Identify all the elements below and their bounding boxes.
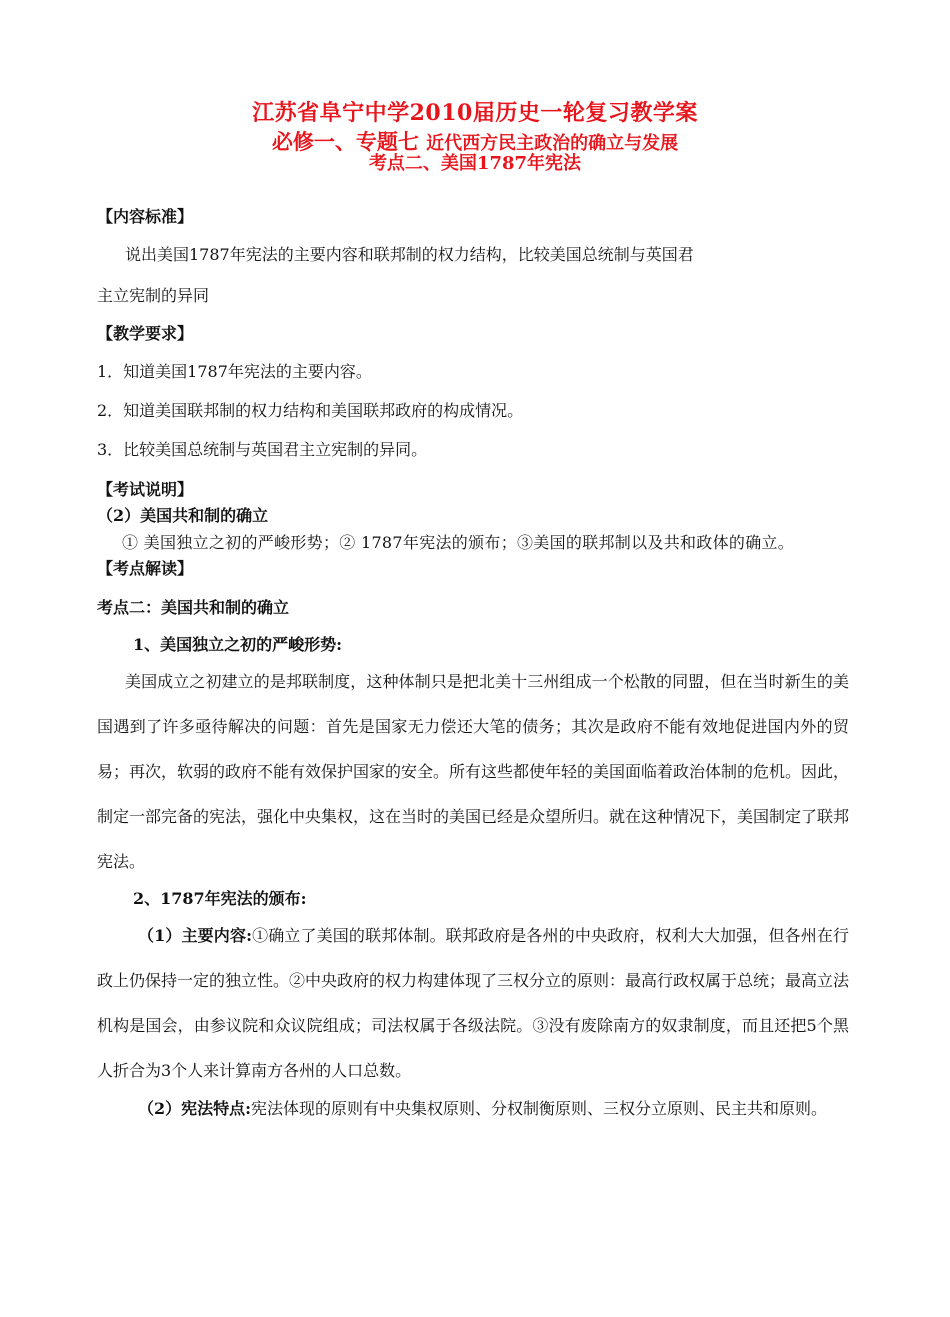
content-standard-line-2: 主立宪制的异同 [97,286,210,305]
interpretation-heading: 【考点解读】 [97,559,194,578]
exam-notes-detail: ① 美国独立之初的严峻形势；② 1787年宪法的颁布；③美国的联邦制以及共和政体的确立。 [122,533,795,552]
exam-notes-heading: 【考试说明】 [97,480,194,499]
requirement-item: 1．知道美国1787年宪法的主要内容。 [97,362,372,381]
point-title: 考点二：美国共和制的确立 [97,598,290,617]
requirement-item: 3．比较美国总统制与英国君主立宪制的异同。 [97,440,428,459]
main-content-body: ①确立了美国的联邦体制。联邦政府是各州的中央政府，权利大大加强，但各州在行政上仍保持一定的独立性。②中央政府的权力构建体现了三权分立的原则：最高行政权属于总统；最高立法机构是国会，由参议院和众议院组成；司法权属于各级法院。③没有废除南方的奴隶制度，而且还把5个黑人折合为3个人来计算南方各州的人口总数。 [97,926,850,1080]
main-content-paragraph [97,913,849,1093]
module-name: 必修一、专题七 [271,129,419,154]
topic-name: 近代西方民主政治的确立与发展 [426,133,679,154]
features-paragraph [97,1086,849,1131]
document-title: 江苏省阜宁中学2010届历史一轮复习教学案 [252,100,698,126]
section-1-body: 美国成立之初建立的是邦联制度，这种体制只是把北美十三州组成一个松散的同盟，但在当时新生的美国遇到了许多亟待解决的问题：首先是国家无力偿还大笔的债务；其次是政府不能有效地促进国内外的贸易；再次，软弱的政府不能有效保护国家的安全。所有这些都使年轻的美国面临着政治体制的危机。因此，制定一部完备的宪法，强化中央集权，这在当时的美国已经是众望所归。就在这种情况下，美国制定了联邦宪法。 [97,672,850,871]
content-standard-heading: 【内容标准】 [97,207,194,226]
section-2-title: 2、1787年宪法的颁布: [133,889,307,908]
teaching-requirements-heading: 【教学要求】 [97,324,194,343]
content-standard-line-1: 说出美国1787年宪法的主要内容和联邦制的权力结构，比较美国总统制与英国君 [125,245,694,264]
features-body: 宪法体现的原则有中央集权原则、分权制衡原则、三权分立原则、民主共和原则。 [251,1099,828,1118]
main-content-label: （1）主要内容: [138,926,252,945]
features-label: （2）宪法特点: [138,1099,252,1118]
section-1-title: 1、美国独立之初的严峻形势: [133,635,343,654]
requirement-item: 2．知道美国联邦制的权力结构和美国联邦政府的构成情况。 [97,401,524,420]
exam-notes-subheading: （2）美国共和制的确立 [97,506,269,525]
exam-point-title: 考点二、美国1787年宪法 [368,153,582,174]
